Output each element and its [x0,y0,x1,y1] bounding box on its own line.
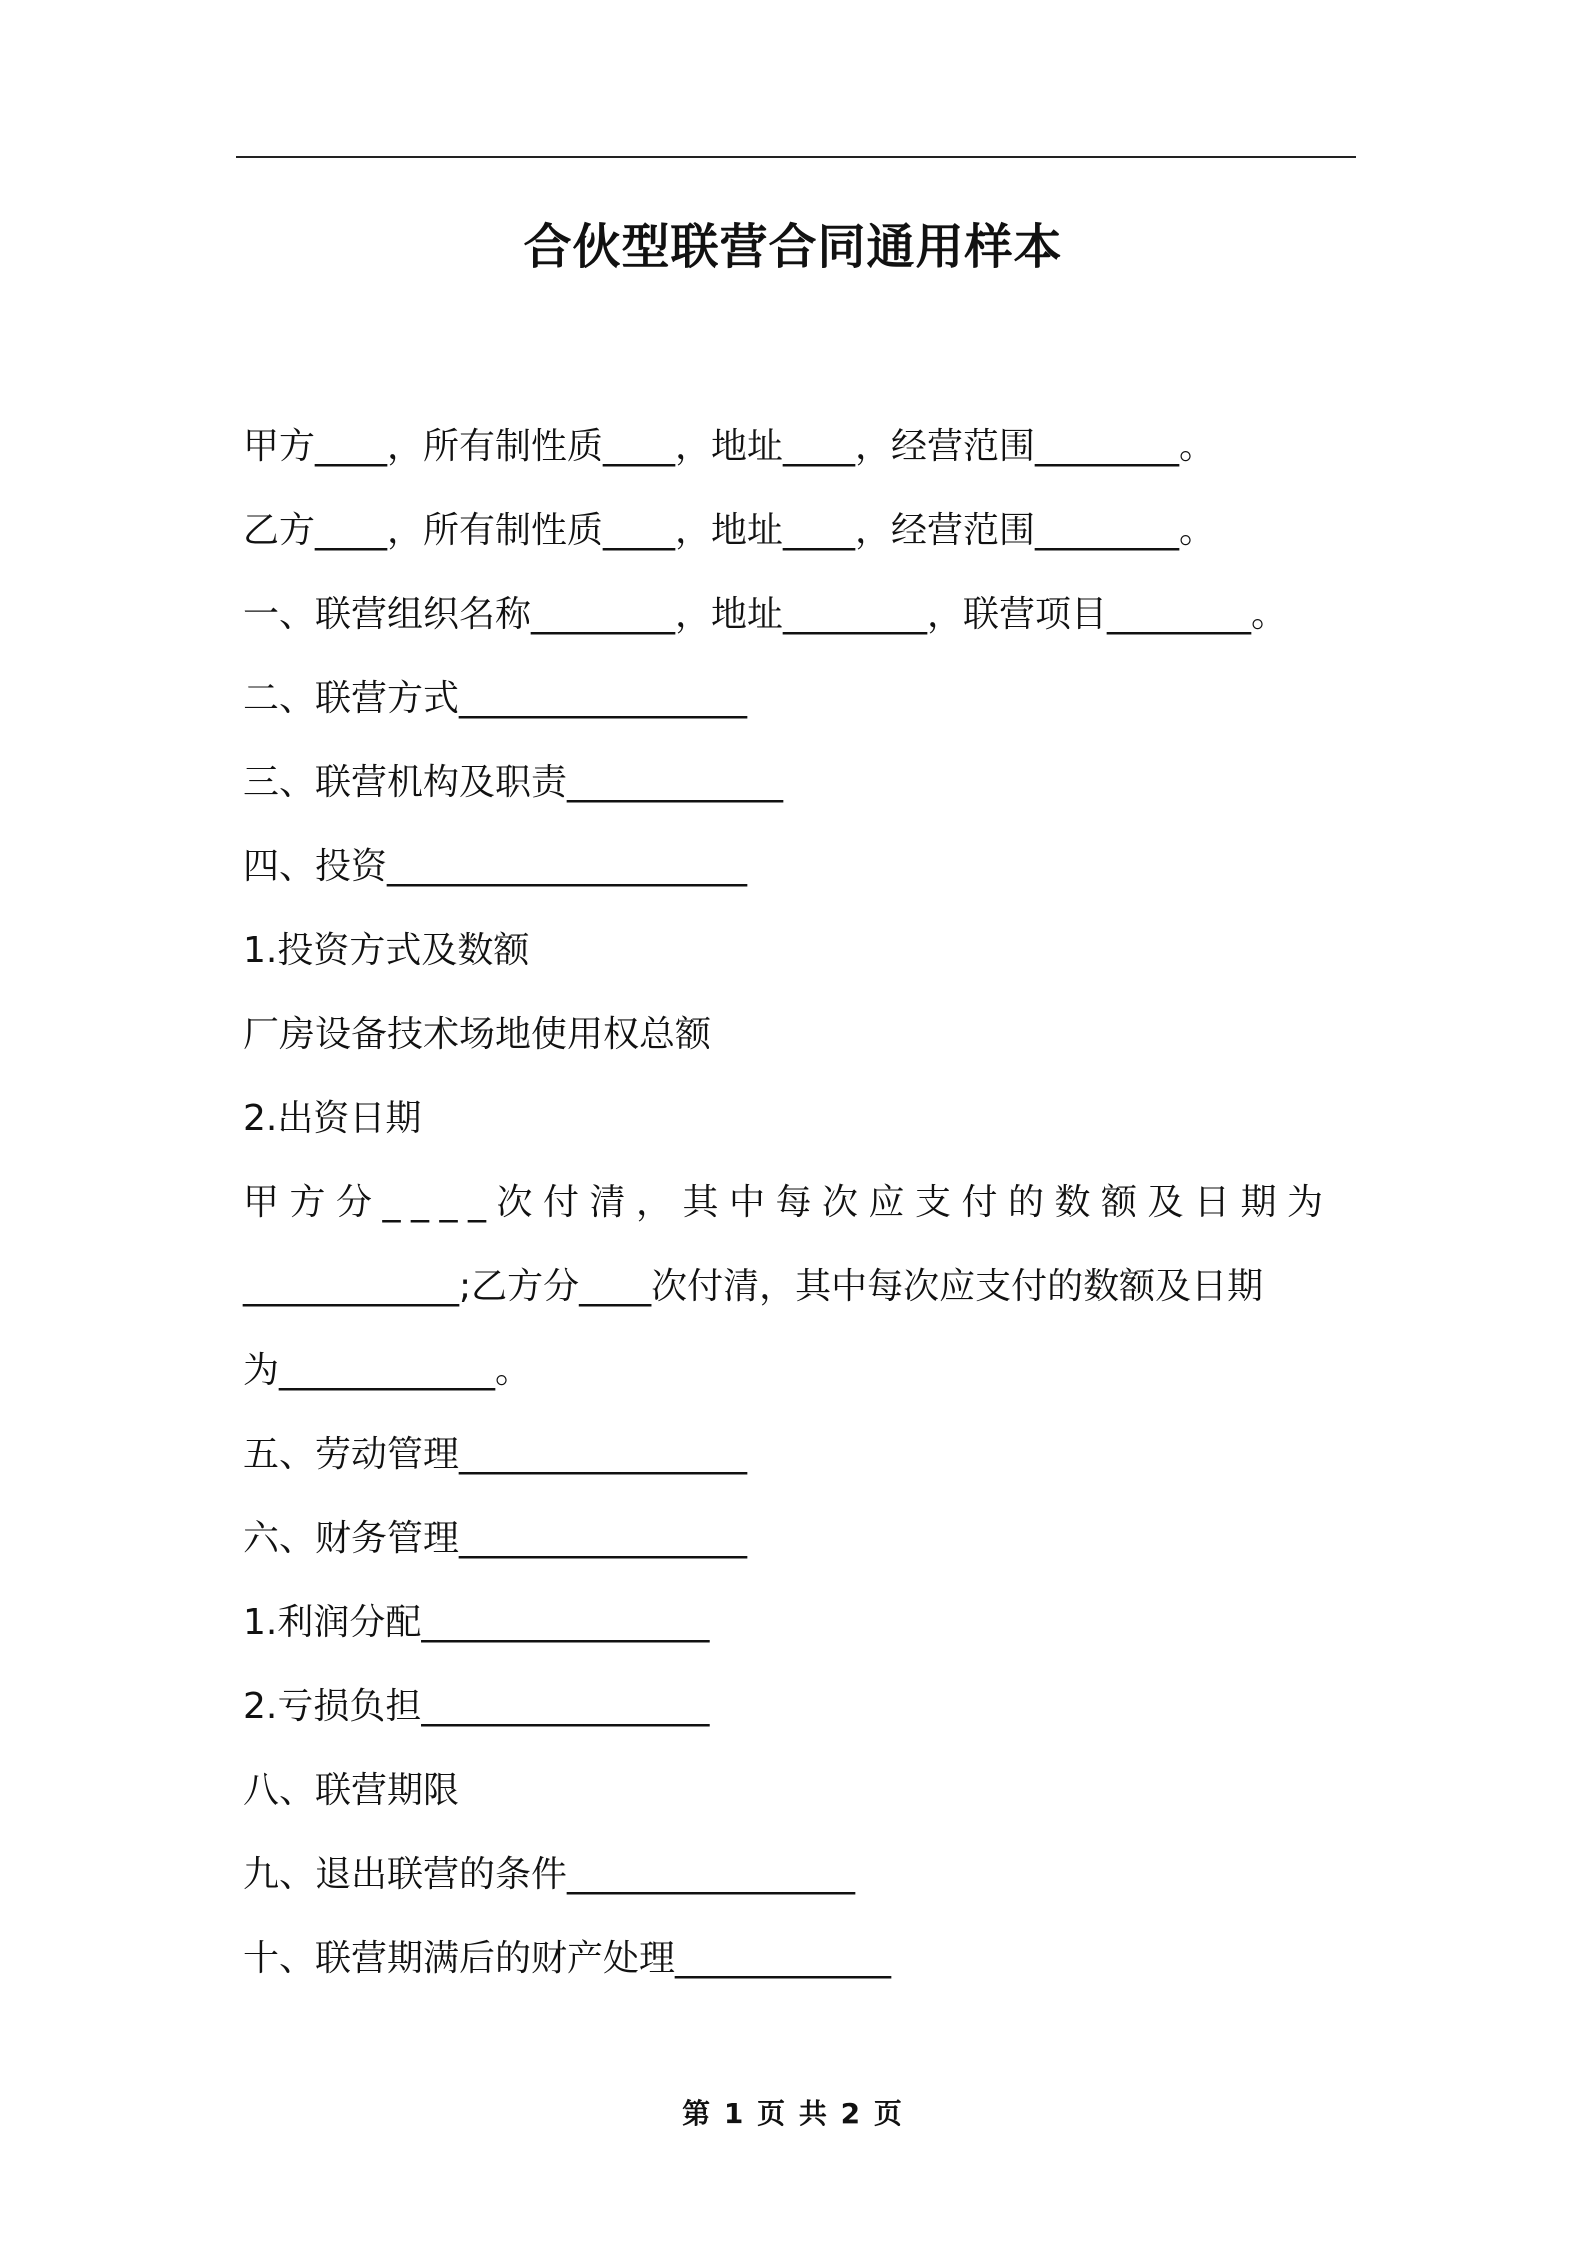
clause-6-line: 六、财务管理________________ [243,1518,748,1559]
clause-10-line: 十、联营期满后的财产处理____________ [243,1938,892,1979]
clause-2-line: 二、联营方式________________ [243,678,748,719]
profit-distribution-line: 1.利润分配________________ [243,1602,710,1643]
party-b-line: 乙方____，所有制性质____，地址____，经营范围________。 [243,510,1216,551]
contribution-date-line: 2.出资日期 [243,1098,422,1139]
clause-5-line: 五、劳动管理________________ [243,1434,748,1475]
header-rule [236,156,1356,158]
payment-line-1: 甲方分____次付清，其中每次应支付的数额及日期为 [243,1182,1334,1223]
payment-line-2: ____________;乙方分____次付清，其中每次应支付的数额及日期 [243,1266,1264,1307]
clause-4-line: 四、投资____________________ [243,846,748,887]
document-title: 合伙型联营合同通用样本 [523,219,1063,275]
investment-items-line: 厂房设备技术场地使用权总额 [243,1014,712,1055]
clause-3-line: 三、联营机构及职责____________ [243,762,784,803]
payment-line-3: 为____________。 [243,1350,532,1391]
document-body [243,405,1363,2001]
clause-8-line: 八、联营期限 [243,1770,460,1811]
party-a-line: 甲方____，所有制性质____，地址____，经营范围________。 [243,426,1216,467]
page-footer: 第 1 页 共 2 页 [682,2097,904,2130]
clause-9-line: 九、退出联营的条件________________ [243,1854,856,1895]
loss-sharing-line: 2.亏损负担________________ [243,1686,710,1727]
clause-1-line: 一、联营组织名称________，地址________，联营项目________。 [243,594,1288,635]
investment-method-line: 1.投资方式及数额 [243,930,530,971]
